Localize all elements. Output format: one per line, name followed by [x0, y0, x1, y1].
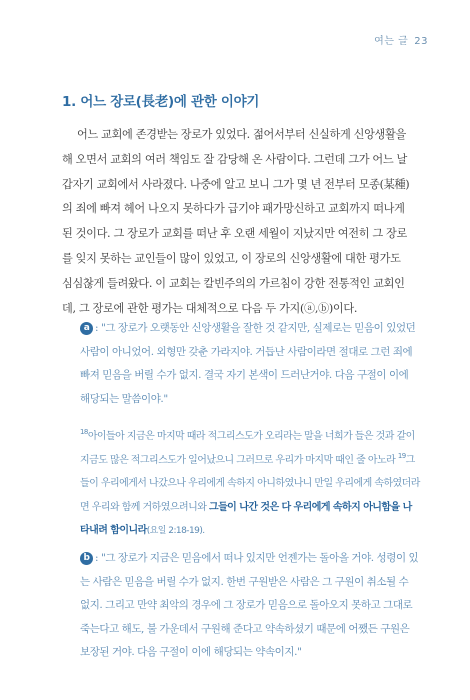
scripture-quote — [80, 425, 432, 544]
scripture-line — [80, 449, 432, 473]
scripture-line — [80, 425, 432, 449]
page-number: 23 — [414, 36, 428, 47]
scripture-reference: (요일 2:18-19). — [146, 526, 205, 536]
quote-line: 보장된 거야. 다음 구절이 이에 해당되는 약속이지." — [80, 646, 302, 658]
section-title: 1. 어느 장로(長老)에 관한 이야기 — [62, 94, 260, 110]
body-line: 데, 그 장로에 관한 평가는 대체적으로 다음 두 가지(ⓐ,ⓑ)이다. — [62, 301, 358, 315]
body-line: 갑자기 교회에서 사라졌다. 나중에 알고 보니 그가 몇 년 전부터 모종(某種) — [62, 177, 410, 191]
marker-b-badge: b — [80, 552, 93, 565]
quote-a — [80, 317, 430, 411]
scripture-line: 들이 우리에게서 나갔으나 우리에게 속하지 아니하였나니 만일 우리에게 속하였더라 — [80, 478, 420, 489]
body-line: 를 잊지 못하는 교인들이 많이 있었고, 이 장로의 신앙생활에 대한 평가도 — [62, 251, 401, 265]
verse-number: 19 — [397, 451, 406, 460]
quote-line — [80, 547, 430, 571]
quote-line: 없지. 그리고 만약 최악의 경우에 그 장로가 믿음으로 돌아오지 못하고 그대로 — [80, 599, 413, 611]
body-line: 된 것이다. 그 장로가 교회를 떠난 후 오랜 세월이 지났지만 여전히 그 장로 — [62, 227, 407, 241]
quote-line: 사람이 아니었어. 외형만 갖춘 가라지야. 거듭난 사람이라면 절대로 그런 죄에 — [80, 345, 413, 358]
scripture-emphasis: 그들이 나간 것은 다 우리에게 속하지 아니함을 나 — [208, 501, 412, 513]
running-header-section: 여는 글 — [374, 36, 409, 47]
running-header — [374, 32, 428, 47]
body-paragraph — [62, 123, 422, 321]
quote-line: 빠져 믿음을 버릴 수가 없지. 결국 자기 본색이 드러난거야. 다음 구절이 이에 — [80, 369, 409, 381]
quote-b-line-1: : "그 장로가 지금은 믿음에서 떠나 있지만 언젠가는 돌아올 거야. 성령이 있 — [95, 552, 419, 564]
verse-number: 18 — [80, 428, 88, 436]
scripture-text: 아이들아 지금은 마지막 때라 적그리스도가 오리라는 말을 너희가 들은 것과 같이 — [87, 431, 415, 442]
scripture-emphasis: 타내려 함이니라 — [80, 525, 147, 536]
scripture-text: 그 — [405, 454, 415, 466]
body-line: 어느 교회에 존경받는 장로가 있었다. 젊어서부터 신실하게 신앙생활을 — [77, 128, 406, 141]
scripture-text: 지금도 많은 적그리스도가 일어났으니 그러므로 우리가 마지막 때인 줄 아노라 — [80, 454, 398, 466]
scripture-text: 면 우리와 함께 거하였으려니와 — [80, 501, 209, 513]
quote-line: 해당되는 말씀이야." — [80, 392, 168, 405]
body-line: 심심찮게 들려왔다. 이 교회는 칼빈주의의 가르침이 강한 전통적인 교회인 — [62, 276, 405, 290]
quote-b — [80, 547, 430, 665]
marker-a-badge: a — [80, 322, 93, 335]
body-line: 의 죄에 빠져 헤어 나오지 못하다가 급기야 패가망신하고 교회까지 떠나게 — [62, 202, 405, 216]
quote-line: 죽는다고 해도, 불 가운데서 구원해 준다고 약속하셨기 때문에 어쨌든 구원은 — [80, 622, 410, 635]
scripture-line — [80, 519, 432, 544]
scripture-line — [80, 496, 432, 520]
quote-a-line-1: : "그 장로가 오랫동안 신앙생활을 잘한 것 같지만, 실제로는 믿음이 있었던 — [95, 322, 416, 334]
quote-line: 는 사람은 믿음을 버릴 수가 없지. 한번 구원받은 사람은 그 구원이 취소될 수 — [80, 575, 409, 588]
quote-line — [80, 317, 430, 341]
body-line: 해 오면서 교회의 여러 책임도 잘 감당해 온 사람이다. 그런데 그가 어느 날 — [62, 152, 407, 166]
